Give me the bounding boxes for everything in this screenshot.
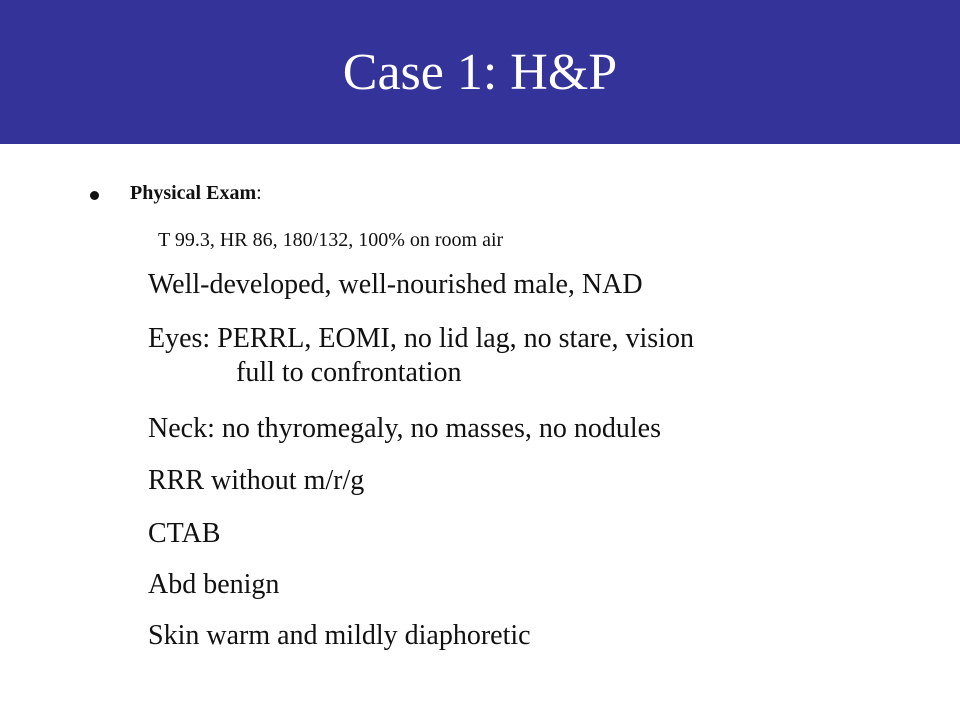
abdomen-line: Abd benign — [148, 569, 280, 600]
eyes-line-part-2: full to confrontation — [236, 357, 462, 388]
slide-title: Case 1: H&P — [342, 44, 618, 101]
section-heading — [130, 178, 262, 208]
section-label: Physical Exam — [130, 182, 257, 204]
neck-line: Neck: no thyromegaly, no masses, no nodules — [148, 413, 661, 444]
cardiac-line: RRR without m/r/g — [148, 465, 365, 496]
title-bar — [0, 0, 960, 144]
bullet-icon — [90, 191, 99, 200]
eyes-line — [148, 322, 694, 390]
eyes-line-part-1: Eyes: PERRL, EOMI, no lid lag, no stare, vision — [148, 323, 694, 354]
general-line: Well-developed, well-nourished male, NAD — [148, 269, 643, 300]
section-colon: : — [256, 182, 262, 204]
vitals-line: T 99.3, HR 86, 180/132, 100% on room air — [158, 229, 504, 251]
skin-line: Skin warm and mildly diaphoretic — [148, 620, 531, 651]
lungs-line: CTAB — [148, 518, 221, 549]
